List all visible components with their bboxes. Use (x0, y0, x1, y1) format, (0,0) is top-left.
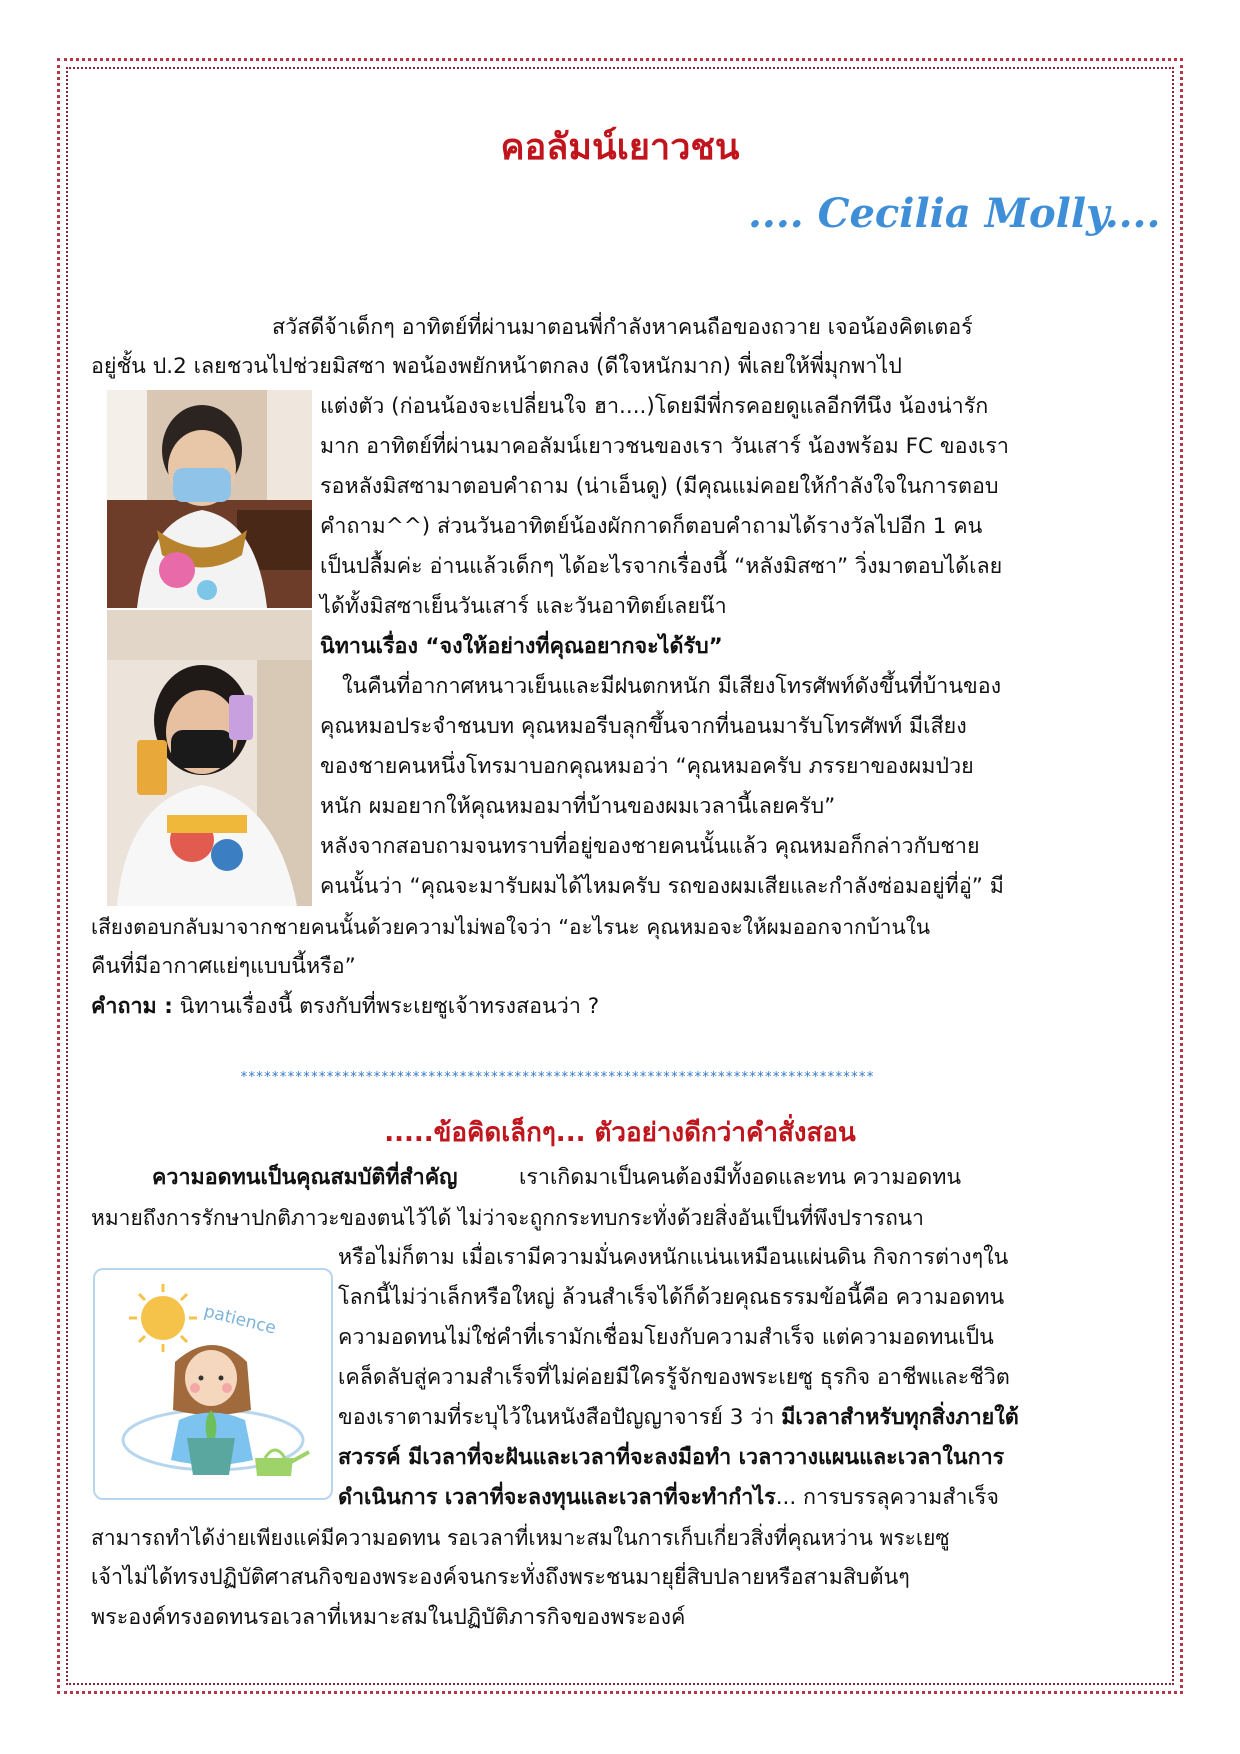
question-text: นิทานเรื่องนี้ ตรงกับที่พระเยซูเจ้าทรงสอนว่า ? (179, 994, 600, 1019)
photo-girl-with-prize (107, 610, 312, 906)
patience-illustration (93, 1268, 333, 1500)
story-line-1: ในคืนที่อากาศหนาวเย็นและมีฝนตกหนัก มีเสียงโทรศัพท์ดังขึ้นที่บ้านของ (342, 674, 1002, 699)
story-line-7: เสียงตอบกลับมาจากชายคนนั้นด้วยความไม่พอใจว่า “อะไรนะ คุณหมอจะให้ผมออกจากบ้านใน (91, 915, 931, 939)
intro-line-6: คำถาม^^) ส่วนวันอาทิตย์น้องผักกาดก็ตอบคำถามได้รางวัลไปอีก 1 คน (320, 514, 983, 539)
intro-line-4: มาก อาทิตย์ที่ผ่านมาคอลัมน์เยาวชนของเรา วันเสาร์ น้องพร้อม FC ของเรา (320, 434, 1009, 459)
intro-line-3: แต่งตัว (ก่อนน้องจะเปลี่ยนใจ ฮา....)โดยมีพี่กรคอยดูแลอีกทีนึง น้องน่ารัก (320, 394, 989, 419)
page-title: คอลัมน์เยาวชน (500, 127, 740, 168)
section2-line-4: โลกนี้ไม่ว่าเล็กหรือใหญ่ ล้วนสำเร็จได้ก็ด้วยคุณธรรมข้อนี้คือ ความอดทน (338, 1285, 1005, 1310)
story-line-8: คืนที่มีอากาศแย่ๆแบบนี้หรือ” (91, 954, 356, 979)
photo-child-with-mask (107, 390, 312, 608)
intro-line-1: สวัสดีจ้าเด็กๆ อาทิตย์ที่ผ่านมาตอนพี่กำลังหาคนถือของถวาย เจอน้องคิตเตอร์ (272, 315, 973, 340)
question-label: คำถาม : (91, 994, 173, 1019)
intro-line-7: เป็นปลื้มค่ะ อ่านแล้วเด็กๆ ได้อะไรจากเรื่องนี้ “หลังมิสซา” วิ่งมาตอบได้เลย (320, 554, 1003, 579)
story-heading: นิทานเรื่อง “จงให้อย่างที่คุณอยากจะได้รับ” (320, 634, 723, 659)
patience-word: patience (201, 1301, 279, 1339)
section2-line-1 (152, 1158, 1180, 1198)
section2-title: .....ข้อคิดเล็กๆ... ตัวอย่างดีกว่าคำสั่งสอน (384, 1118, 856, 1148)
section2-line-11: เจ้าไม่ได้ทรงปฏิบัติศาสนกิจของพระองค์จนกระทั่งถึงพระชนมายุยี่สิบปลายหรือสามสิบต้นๆ (91, 1565, 910, 1590)
section2-line-8: สวรรค์ มีเวลาที่จะฝันและเวลาที่จะลงมือทำ เวลาวางแผนและเวลาในการ (338, 1445, 1005, 1470)
intro-line-8: ได้ทั้งมิสซาเย็นวันเสาร์ และวันอาทิตย์เลยน๊า (320, 594, 727, 619)
section2-line-1-rest: เราเกิดมาเป็นคนต้องมีทั้งอดและทน ความอดทน (518, 1165, 962, 1190)
story-line-5: หลังจากสอบถามจนทราบที่อยู่ของชายคนนั้นแล้ว คุณหมอก็กล่าวกับชาย (320, 834, 980, 859)
section2-line-3: หรือไม่ก็ตาม เมื่อเรามีความมั่นคงหนักแน่นเหมือนแผ่นดิน กิจการต่างๆใน (338, 1245, 1009, 1270)
section2-line-7-a: ของเราตามที่ระบุไว้ในหนังสือปัญญาจารย์ 3 ว่า (338, 1405, 782, 1430)
intro-line-2: อยู่ชั้น ป.2 เลยชวนไปช่วยมิสซา พอน้องพยักหน้าตกลง (ดีใจหนักมาก) พี่เลยให้พี่มุกพาไป (91, 354, 902, 379)
section2-line-7-b: มีเวลาสำหรับทุกสิ่งภายใต้ (781, 1405, 1019, 1430)
divider-stars: ********************************************************************************* (240, 1070, 874, 1085)
section2-line-9-a: ดำเนินการ เวลาที่จะลงทุนและเวลาที่จะทำกำไร (338, 1485, 776, 1510)
section2-line-12: พระองค์ทรงอดทนรอเวลาที่เหมาะสมในปฏิบัติภารกิจของพระองค์ (91, 1605, 686, 1630)
story-line-3: ของชายคนหนึ่งโทรมาบอกคุณหมอว่า “คุณหมอครับ ภรรยาของผมป่วย (320, 754, 974, 779)
author-byline: .... Cecilia Molly.... (748, 190, 1161, 237)
section2-line-7 (338, 1398, 1180, 1438)
question-line (91, 987, 1180, 1027)
story-line-6: คนนั้นว่า “คุณจะมารับผมได้ไหมครับ รถของผมเสียและกำลังซ่อมอยู่ที่อู่” มี (320, 874, 1004, 899)
section2-line-9 (338, 1478, 1180, 1518)
story-line-4: หนัก ผมอยากให้คุณหมอมาที่บ้านของผมเวลานี้เลยครับ” (320, 794, 836, 819)
section2-line-10: สามารถทำได้ง่ายเพียงแค่มีความอดทน รอเวลาที่เหมาะสมในการเก็บเกี่ยวสิ่งที่คุณหว่าน พระเยซู (91, 1526, 950, 1550)
intro-line-5: รอหลังมิสซามาตอบคำถาม (น่าเอ็นดู) (มีคุณแม่คอยให้กำลังใจในการตอบ (320, 474, 999, 499)
section2-line-5: ความอดทนไม่ใช่คำที่เรามักเชื่อมโยงกับความสำเร็จ แต่ความอดทนเป็น (338, 1325, 994, 1350)
section2-line-6: เคล็ดลับสู่ความสำเร็จที่ไม่ค่อยมีใครรู้จักของพระเยซู ธุรกิจ อาชีพและชีวิต (338, 1365, 1010, 1390)
section2-lead: ความอดทนเป็นคุณสมบัติที่สำคัญ (152, 1165, 458, 1190)
section2-line-2: หมายถึงการรักษาปกติภาวะของตนไว้ได้ ไม่ว่าจะถูกกระทบกระทั่งด้วยสิ่งอันเป็นที่พึงปรารถนา (91, 1206, 924, 1230)
story-line-2: คุณหมอประจำชนบท คุณหมอรีบลุกขึ้นจากที่นอนมารับโทรศัพท์ มีเสียง (320, 714, 967, 739)
section2-line-9-b: ... การบรรลุความสำเร็จ (775, 1485, 999, 1510)
